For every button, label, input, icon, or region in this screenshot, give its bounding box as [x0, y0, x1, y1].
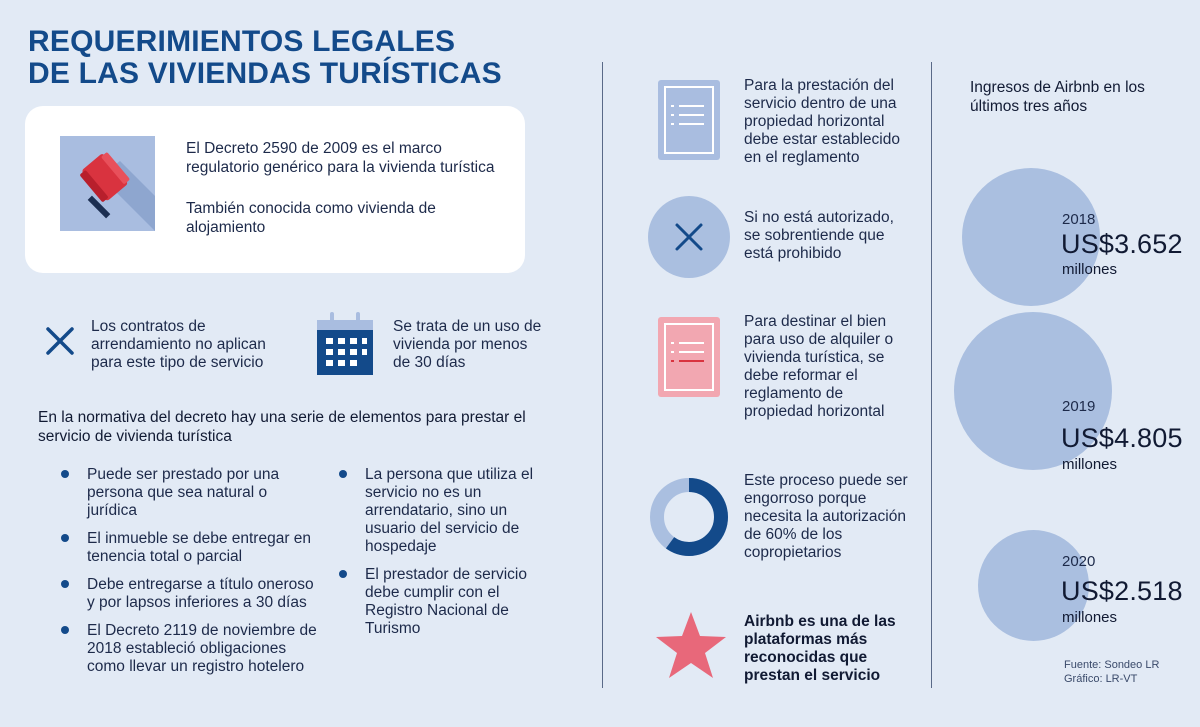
title-line-2: DE LAS VIVIENDAS TURÍSTICAS — [28, 57, 502, 90]
source-line: Fuente: Sondeo LR — [1064, 659, 1160, 671]
bullet-list-left — [61, 466, 321, 686]
document-list-icon — [658, 80, 720, 160]
revenue-amount-2018: US$3.652 — [1061, 229, 1183, 259]
x-circle-icon — [648, 196, 730, 278]
intro-text-also-known: También conocida como vivienda de alojamiento — [186, 200, 436, 236]
revenue-amount-2020: US$2.518 — [1061, 576, 1183, 606]
rule-contracts-text: Los contratos de arrendamiento no aplican para este tipo de servicio — [91, 318, 266, 371]
list-item: Debe entregarse a título oneroso y por lapsos inferiores a 30 días — [61, 576, 321, 612]
star-icon — [654, 610, 728, 680]
condition-text-3: Para destinar el bien para uso de alquiler o vivienda turística, se debe reformar el reglamento de propiedad horizontal — [744, 313, 894, 420]
revenue-title: Ingresos de Airbnb en los últimos tres años — [970, 79, 1145, 115]
divider-right — [931, 62, 932, 688]
revenue-unit-2020: millones — [1062, 609, 1118, 626]
condition-text-2: Si no está autorizado, se sobrentiende que está prohibido — [744, 209, 894, 262]
list-item: El inmueble se debe entregar en tenencia total o parcial — [61, 530, 321, 566]
condition-text-1: Para la prestación del servicio dentro de una propiedad horizontal debe estar establecido en el reglamento — [744, 77, 900, 166]
elements-heading: En la normativa del decreto hay una serie de elementos para prestar el servicio de vivienda turística — [38, 409, 526, 445]
list-item: El prestador de servicio debe cumplir con el Registro Nacional de Turismo — [339, 566, 549, 638]
divider-left — [602, 62, 603, 688]
source-credit — [1064, 658, 1159, 686]
title-line-1: REQUERIMIENTOS LEGALES — [28, 25, 456, 58]
list-item: La persona que utiliza el servicio no es un arrendatario, sino un usuario del servicio de hospedaje — [339, 466, 549, 556]
x-icon — [44, 325, 76, 357]
condition-text-4: Este proceso puede ser engorroso porque necesita la autorización de 60% de los copropietarios — [744, 472, 908, 561]
page-title — [28, 26, 548, 90]
donut-60-icon — [648, 476, 730, 558]
gavel-icon — [60, 136, 155, 231]
intro-text-decree: El Decreto 2590 de 2009 es el marco regulatorio genérico para la vivienda turística — [186, 140, 495, 176]
bullet-list-right — [339, 466, 549, 648]
list-item: El Decreto 2119 de noviembre de 2018 estableció obligaciones como llevar un registro hotelero — [61, 622, 321, 676]
document-pink-icon — [658, 317, 720, 397]
calendar-icon — [316, 310, 374, 376]
revenue-year-2020: 2020 — [1062, 553, 1096, 570]
graphic-credit-line: Gráfico: LR-VT — [1064, 673, 1138, 685]
revenue-unit-2019: millones — [1062, 456, 1118, 473]
condition-text-5: Airbnb es una de las plataformas más reconocidas que prestan el servicio — [744, 613, 896, 684]
revenue-year-2018: 2018 — [1062, 211, 1096, 228]
list-item: Puede ser prestado por una persona que sea natural o jurídica — [61, 466, 321, 520]
rule-days-text: Se trata de un uso de vivienda por menos de 30 días — [393, 318, 542, 371]
revenue-amount-2019: US$4.805 — [1061, 423, 1183, 453]
revenue-year-2019: 2019 — [1062, 398, 1096, 415]
revenue-unit-2018: millones — [1062, 261, 1118, 278]
